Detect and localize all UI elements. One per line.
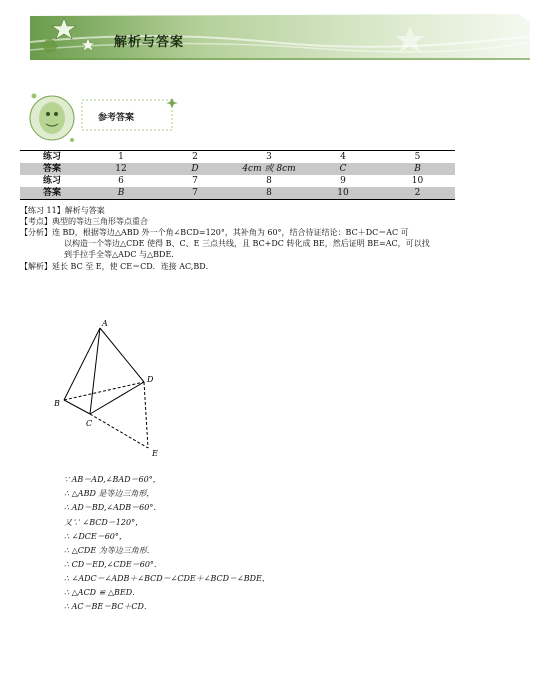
proof-step: ∴ △ACD ≌ △BED． bbox=[64, 588, 141, 597]
character-eye-icon bbox=[54, 112, 58, 116]
proof-step: ∴ △CDE 为等边三角形． bbox=[64, 546, 155, 555]
proof-step: ∴ CD＝ED,∠CDE＝60°． bbox=[64, 560, 162, 569]
exercise-jiexi: 【解析】延长 BC 至 E，使 CE＝CD．连接 AC,BD． bbox=[20, 262, 214, 271]
flower-icon bbox=[43, 39, 57, 53]
point-label-d: D bbox=[147, 375, 154, 384]
point-label-e: E bbox=[152, 449, 158, 458]
row-label: 练习 bbox=[20, 151, 84, 164]
table-cell: 4 bbox=[306, 151, 380, 164]
row-label: 答案 bbox=[20, 187, 84, 200]
table-cell: 6 bbox=[118, 176, 124, 186]
header-title: 解析与答案 bbox=[114, 35, 185, 50]
table-cell: 7 bbox=[158, 187, 232, 200]
table-cell: 10 bbox=[306, 187, 380, 200]
table-cell: C bbox=[306, 163, 380, 175]
proof-step: ∴ AD＝BD,∠ADB＝60°． bbox=[64, 503, 162, 512]
point-label-c: C bbox=[86, 419, 93, 428]
character-eye-icon bbox=[46, 112, 50, 116]
table-cell: 3 bbox=[232, 151, 306, 164]
exercise-fenxi-line-2: 以构造一个等边△CDE 使得 B、C、E 三点共线，且 BC+DC 转化成 BE，然后证明 BE=AC，可以找 bbox=[64, 239, 430, 248]
table-cell: 8 bbox=[232, 187, 306, 200]
table-cell: B bbox=[380, 163, 455, 175]
exercise-fenxi-line-3: 到手拉手全等△ADC 与△BDE. bbox=[64, 250, 174, 259]
exercise-heading: 【练习 11】解析与答案 bbox=[20, 206, 105, 215]
table-cell: 1 bbox=[84, 151, 158, 164]
header-banner bbox=[30, 12, 530, 60]
table-cell: 4cm 或 8cm bbox=[232, 163, 306, 175]
table-row bbox=[20, 175, 455, 187]
table-row bbox=[20, 163, 455, 175]
row-label: 练习 bbox=[42, 176, 61, 186]
point-label-a: A bbox=[102, 319, 108, 328]
geometry-figure bbox=[48, 316, 178, 462]
table-cell: 5 bbox=[380, 151, 455, 164]
table-cell: B bbox=[84, 187, 158, 200]
table-cell: 2 bbox=[158, 151, 232, 164]
table-cell: 10 bbox=[411, 176, 424, 186]
proof-step: ∴ △ABD 是等边三角形， bbox=[64, 489, 155, 498]
table-cell: 9 bbox=[340, 176, 346, 186]
reference-answer-title: 参考答案 bbox=[98, 113, 135, 123]
exercise-kaodian: 【考点】典型的等边三角形等点重合 bbox=[20, 217, 148, 226]
proof-step: 又∵ ∠BCD＝120°， bbox=[64, 518, 144, 527]
table-row bbox=[20, 151, 455, 164]
table-row bbox=[20, 187, 455, 200]
proof-step: ∵ AB＝AD,∠BAD＝60°， bbox=[64, 475, 161, 484]
row-label: 答案 bbox=[20, 163, 84, 175]
table-cell: D bbox=[158, 163, 232, 175]
proof-step: ∴ ∠ADC＝∠ADB＋∠BCD＝∠CDE＋∠BCD＝∠BDE， bbox=[64, 574, 270, 583]
answer-table bbox=[20, 150, 455, 200]
table-cell: 2 bbox=[380, 187, 455, 200]
table-cell: 12 bbox=[84, 163, 158, 175]
exercise-fenxi-line-1: 【分析】连 BD，根据等边△ABD 外一个角∠BCD=120°，其补角为 60°，结合待证结论：BC＋DC＝AC 可 bbox=[20, 228, 409, 237]
proof-step: ∴ ∠DCE＝60°， bbox=[64, 532, 127, 541]
point-label-b: B bbox=[54, 399, 60, 408]
table-cell: 8 bbox=[266, 176, 272, 186]
proof-step: ∴ AC＝BE＝BC＋CD． bbox=[64, 602, 152, 611]
table-cell: 7 bbox=[192, 176, 198, 186]
